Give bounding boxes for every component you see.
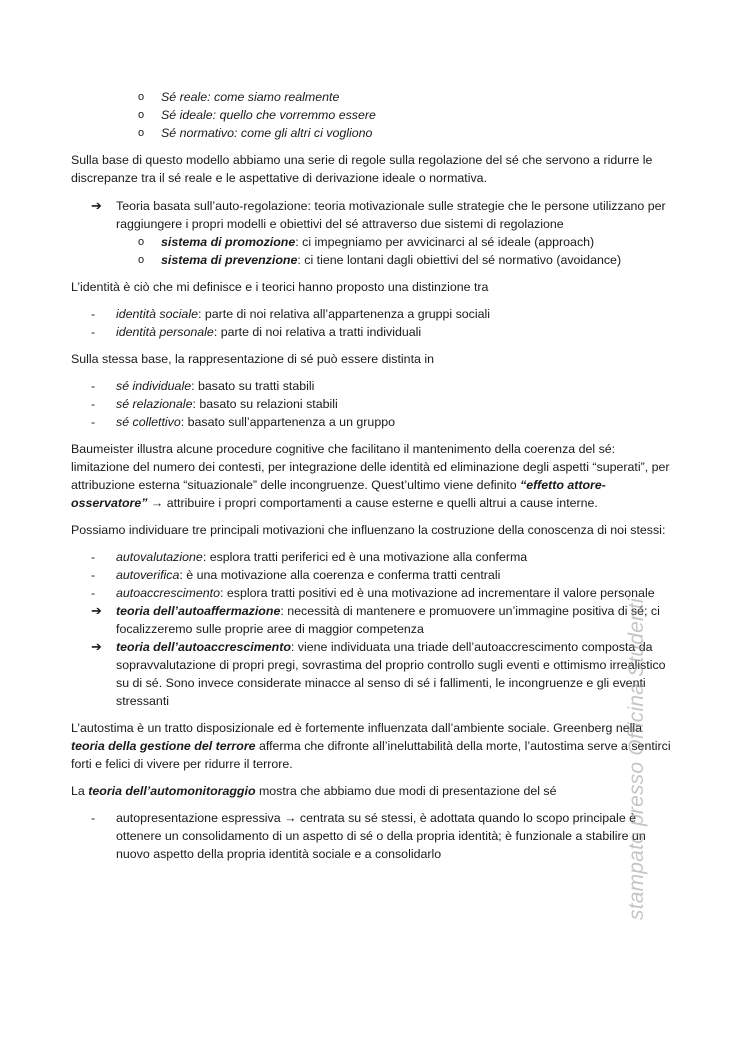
list-item: o sistema di promozione: ci impegniamo per avvicinarci al sé ideale (approach) [138, 235, 595, 249]
list-item: - autoaccrescimento: esplora tratti positivi ed è una motivazione ad incrementare il valore personale [91, 586, 655, 600]
list-item: - sé individuale: basato su tratti stabili [91, 379, 315, 393]
paragraph: L’identità è ciò che mi definisce e i teorici hanno proposto una distinzione tra [71, 280, 489, 294]
motivation-list [71, 548, 671, 710]
list-item: o Sé reale: come siamo realmente [138, 90, 340, 104]
list-item: - identità personale: parte di noi relativa a tratti individuali [91, 325, 422, 339]
list-item: - autopresentazione espressiva → centrata su sé stessi, è adottata quando lo scopo principale è ottenere un consolidamento di un aspetto di sé o della propria identità; è funzionale a stabilire un nuovo aspetto della propria identità sociale e a consolidarlo [91, 811, 646, 861]
self-representation-list [71, 377, 671, 431]
list-item: - identità sociale: parte di noi relativa all’appartenenza a gruppi sociali [91, 307, 491, 321]
document-body [71, 88, 671, 863]
paragraph: Baumeister illustra alcune procedure cognitive che facilitano il mantenimento della coerenza del sé: limitazione del numero dei contesti, per integrazione delle identità ed eliminazione degli aspetti “superati”, per attribuzione esterna “situazionale” delle incongruenze. Quest’ultimo viene definito “effetto attore-osservatore” → attribuire i propri comportamenti a cause esterne e quelli altrui a cause interne. [71, 442, 670, 510]
arrow-icon: ➔ [91, 198, 102, 213]
list-item: o Sé ideale: quello che vorremmo essere [138, 108, 376, 122]
paragraph: Possiamo individuare tre principali motivazioni che influenzano la costruzione della conoscenza di noi stessi: [71, 523, 666, 537]
list-item: - autoverifica: è una motivazione alla coerenza e conferma tratti centrali [91, 568, 501, 582]
list-item: - sé relazionale: basato su relazioni stabili [91, 397, 338, 411]
list-item: o Sé normativo: come gli altri ci vogliono [138, 126, 373, 140]
arrow-item: ➔ teoria dell’autoaffermazione: necessità di mantenere e promuovere un’immagine positiva di sé; ci focalizzeremo sulle proprie aree di maggior competenza [91, 603, 660, 636]
paragraph: La teoria dell’automonitoraggio mostra che abbiamo due modi di presentazione del sé [71, 784, 557, 798]
paragraph: Sulla base di questo modello abbiamo una serie di regole sulla regolazione del sé che servono a ridurre le discrepanze tra il sé reale e le aspettative di derivazione ideale o normativa. [71, 153, 653, 185]
list-item: o sistema di prevenzione: ci tiene lontani dagli obiettivi del sé normativo (avoidance) [138, 253, 622, 267]
presentation-list [71, 809, 671, 863]
arrow-list [71, 197, 671, 269]
identity-list [71, 305, 671, 341]
paragraph: L’autostima è un tratto disposizionale ed è fortemente influenzata dall’ambiente sociale. Greenberg nella teoria della gestione del terrore afferma che difronte all’ineluttabilità della morte, l’autostima serve a sentirci forti e felici di vivere per ridurre il terrore. [71, 721, 671, 771]
paragraph: Sulla stessa base, la rappresentazione di sé può essere distinta in [71, 352, 434, 366]
arrow-item: ➔ teoria dell’autoaccrescimento: viene individuata una triade dell’autoaccrescimento composta da sopravvalutazione di propri pregi, sovrastima del proprio controllo sugli eventi e ottimismo irrealistico su di sé. Sono invece considerate minacce al senso di sé i fallimenti, le incongruenze e gli eventi stressanti [91, 639, 666, 708]
arrow-icon: ➔ [91, 603, 102, 618]
list-item: - sé collettivo: basato sull’appartenenza a un gruppo [91, 415, 395, 429]
list-item: - autovalutazione: esplora tratti periferici ed è una motivazione alla conferma [91, 550, 528, 564]
arrow-item: ➔ Teoria basata sull’auto-regolazione: teoria motivazionale sulle strategie che le persone utilizzano per raggiungere i propri modelli e obiettivi del sé attraverso due sistemi di regolazione [91, 198, 666, 231]
self-types-list [71, 88, 671, 142]
arrow-icon: ➔ [91, 639, 102, 654]
watermark: stampato presso Officina Studenti [625, 598, 648, 920]
